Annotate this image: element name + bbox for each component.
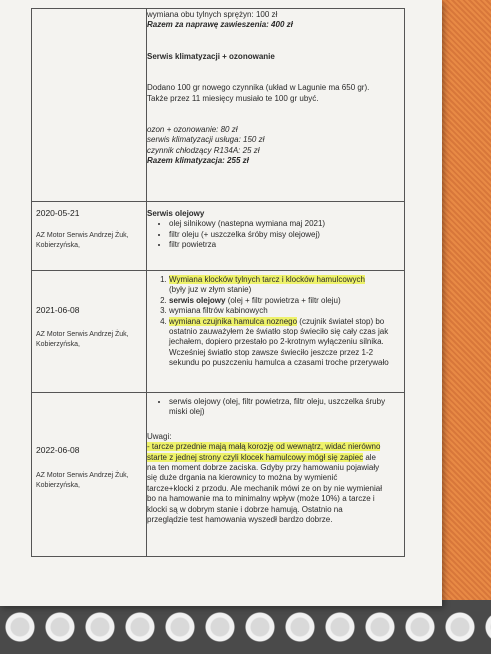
suspension-total: Razem za naprawę zawieszenia: 400 zł — [147, 20, 293, 30]
remark-line: bo na hamowanie ma to minimalny wpływ (może 10%) a tarcze i — [147, 494, 375, 504]
date-cell — [32, 202, 147, 271]
date-cell — [32, 9, 147, 202]
details-cell — [147, 202, 405, 271]
service-log-table — [31, 8, 405, 557]
service-date: 2021-06-08 — [36, 305, 80, 315]
workshop-name: AZ Motor Serwis Andrzej Żuk, — [36, 232, 129, 239]
list-item — [169, 317, 404, 369]
highlighted-text: wymiana czujnika hamulca noznego — [169, 316, 298, 326]
oil-service-label: serwis olejowy — [169, 295, 226, 305]
ac-note-line: Dodano 100 gr nowego czynnika (układ w Lagunie ma 650 gr). — [147, 83, 370, 93]
workshop-name: AZ Motor Serwis Andrzej Żuk, — [36, 331, 129, 338]
service-date: 2022-06-08 — [36, 445, 80, 455]
list-item: • olej silnikowy (nastepna wymiana maj 2021) — [169, 219, 404, 229]
highlighted-text: - tarcze przednie mają małą korozję od wewnątrz, widać nierówno — [147, 442, 381, 452]
highlighted-text: Wymiana klocków tylnych tarcz i klocków hamulcowych — [169, 275, 365, 284]
list-item: • filtr oleju (+ uszczelka śróby misy olejowej) — [169, 230, 404, 240]
ac-title: Serwis klimatyzacji + ozonowanie — [147, 51, 275, 61]
spring-cost: wymiana obu tylnych sprężyn: 100 zł — [147, 10, 278, 19]
remarks-label: Uwagi: — [147, 431, 172, 441]
details-cell — [147, 271, 405, 393]
list-item — [169, 275, 404, 296]
cost-line: serwis klimatyzacji usługa: 150 zł — [147, 135, 265, 145]
workshop-street: Kobierzyńska, — [36, 242, 80, 249]
item-note: (czujnik świateł stop) bo ostatnio zauważyłem że światło stop świeciło się cały czas jak jechałem, dopiero przestało po 2-krotnym wyłączeniu silnika. Wcześniej światło stop zawsze świeciło jeszcze przez 1-2 sekundu po puszczeniu hamulca a czasami troche przerywało — [169, 316, 389, 368]
remark-line: na ten moment dobrze zaciska. Gdyby przy hamowaniu pojawiały — [147, 463, 380, 473]
date-cell — [32, 393, 147, 557]
repair-list — [147, 275, 404, 369]
table-row — [32, 9, 405, 202]
remark-line: przeglądzie test hamowania wyszedł bardzo dobrze. — [147, 515, 333, 525]
list-item: 3. wymiana filtrów kabinowych — [169, 306, 404, 316]
workshop-street: Kobierzyńska, — [36, 341, 80, 348]
item-note: (olej + filtr powietrza + filtr oleju) — [225, 295, 341, 305]
details-cell — [147, 9, 405, 202]
table-row — [32, 393, 405, 557]
oil-service-list — [147, 397, 404, 418]
workshop-street: Kobierzyńska, — [36, 482, 80, 489]
table-row — [32, 271, 405, 393]
remark-line: tarcze+klocki z przodu. Ale mechanik mówi ze on by nie wymieniał — [147, 483, 382, 493]
oil-service-title: Serwis olejowy — [147, 209, 205, 218]
cost-line: czynnik chłodzący R134A: 25 zł — [147, 145, 260, 155]
service-date: 2020-05-21 — [36, 208, 80, 218]
list-item: • serwis olejowy (olej, filtr powietrza, filtr oleju, uszczelka śruby miski olej) — [169, 397, 404, 418]
list-item — [169, 296, 404, 306]
date-cell — [32, 271, 147, 393]
remark-line: klocki są w dobrym stanie i dobrze hamują. Ostatnio na — [147, 504, 343, 514]
list-item: • filtr powietrza — [169, 240, 404, 250]
cost-line: ozon + ozonowanie: 80 zł — [147, 125, 238, 135]
remark-line: się duże drgania na kierownicy to można by wymienić — [147, 473, 338, 483]
ac-total: Razem klimatyzacja: 255 zł — [147, 156, 249, 166]
lace-tablecloth — [0, 600, 491, 654]
item-note: (były juz w złym stanie) — [169, 285, 252, 295]
oil-service-list — [147, 219, 404, 250]
workshop-name: AZ Motor Serwis Andrzej Żuk, — [36, 472, 129, 479]
details-cell — [147, 393, 405, 557]
ac-note-line: Także przez 11 miesięcy musiało te 100 gr ubyć. — [147, 93, 319, 103]
remark-text: ale — [363, 452, 376, 462]
table-row — [32, 202, 405, 271]
highlighted-text: starte z jednej strony czyli klocek hamulcowy mógł się zapiec — [147, 452, 364, 462]
